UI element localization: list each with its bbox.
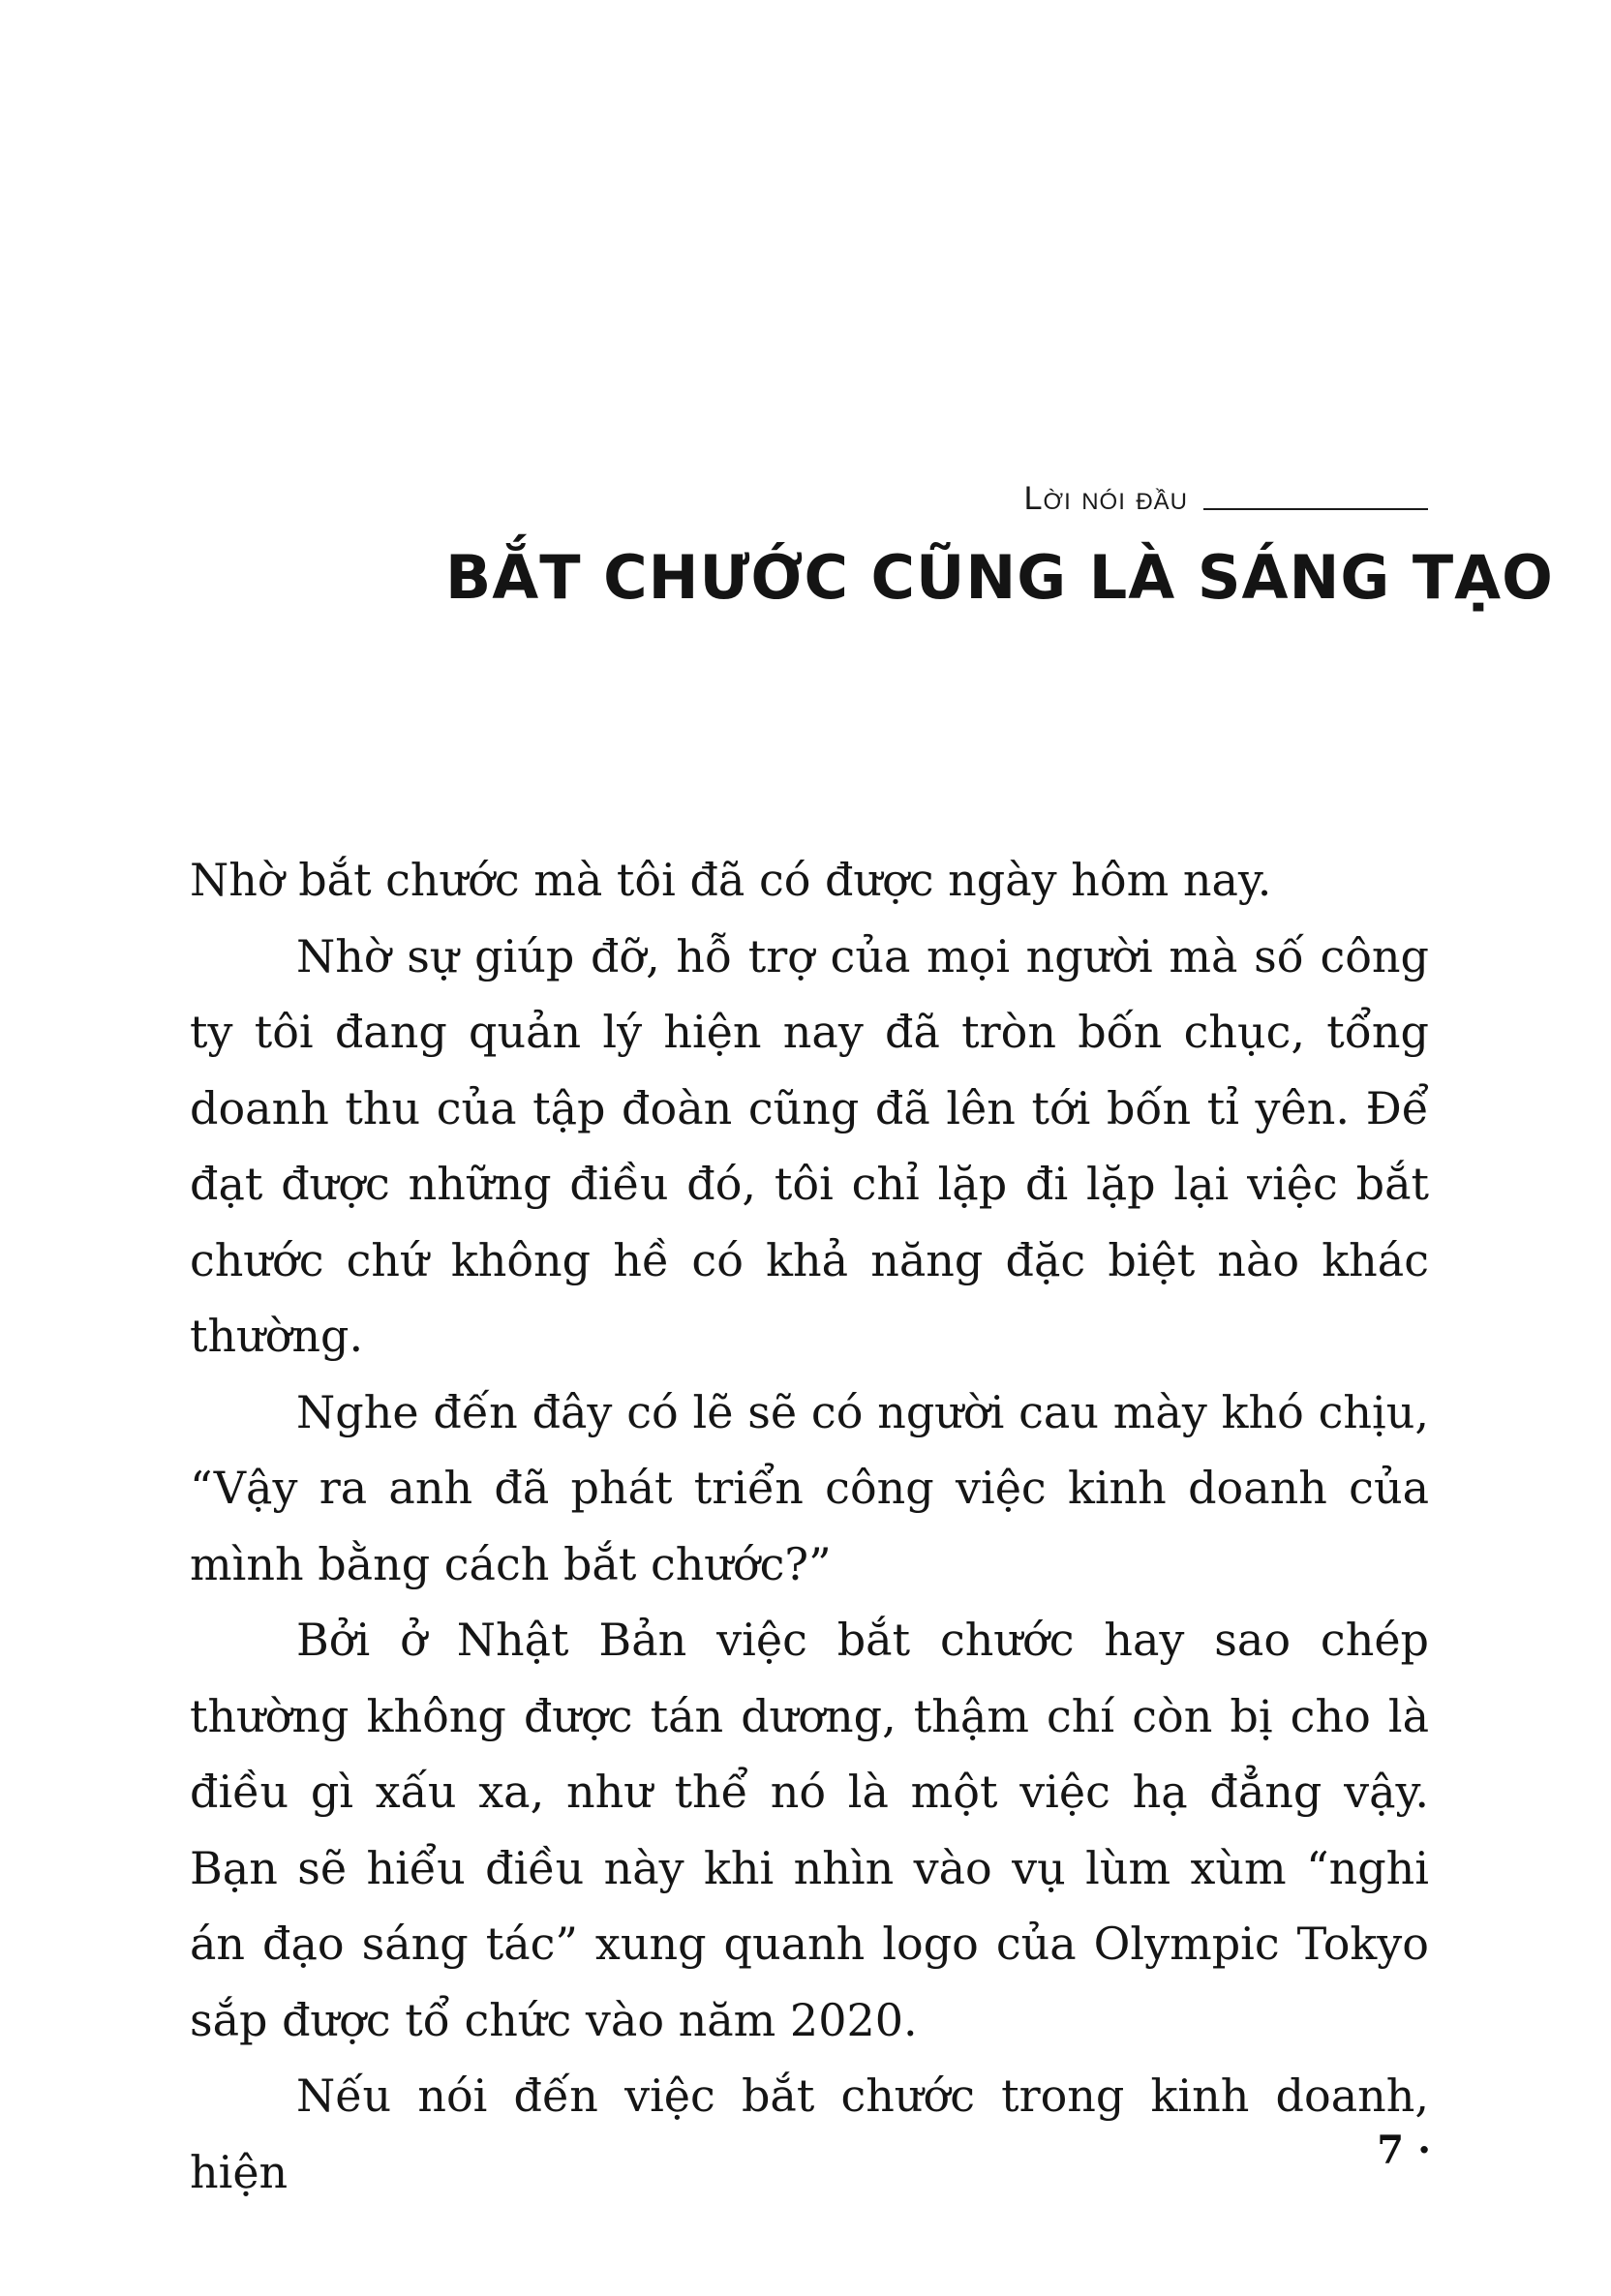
paragraph-4: Bởi ở Nhật Bản việc bắt chước hay sao chép thường không được tán dương, thậm chí còn bị cho là điều gì xấu xa, như thể nó là một việc hạ đẳng vậy. Bạn sẽ hiểu điều này khi nhìn vào vụ lùm xùm “nghi án đạo sáng tác” xung quanh logo của Olympic Tokyo sắp được tổ chức vào năm 2020. [190, 1614, 1429, 2046]
chapter-label: Lời nói đầu [1023, 479, 1188, 517]
chapter-title: BẮT CHƯỚC CŨNG LÀ SÁNG TẠO [445, 542, 1554, 613]
page-number-marker: · [1417, 2128, 1431, 2173]
paragraph-2: Nhờ sự giúp đỡ, hỗ trợ của mọi người mà số công ty tôi đang quản lý hiện nay đã tròn bốn chục, tổng doanh thu của tập đoàn cũng đã lên tới bốn tỉ yên. Để đạt được những điều đó, tôi chỉ lặp đi lặp lại việc bắt chước chứ không hề có khả năng đặc biệt nào khác thường. [190, 929, 1429, 1362]
body-text [190, 842, 1429, 2210]
paragraph-5: Nếu nói đến việc bắt chước trong kinh doanh, hiện [190, 2069, 1429, 2198]
page-number [1377, 2128, 1431, 2173]
chapter-label-row [910, 469, 1428, 528]
chapter-label-rule [1203, 508, 1428, 510]
paragraph-3: Nghe đến đây có lẽ sẽ có người cau mày khó chịu, “Vậy ra anh đã phát triển công việc kinh doanh của mình bằng cách bắt chước?” [190, 1385, 1429, 1590]
page-number-value: 7 [1377, 2128, 1405, 2173]
paragraph-1: Nhờ bắt chước mà tôi đã có được ngày hôm nay. [190, 854, 1272, 906]
